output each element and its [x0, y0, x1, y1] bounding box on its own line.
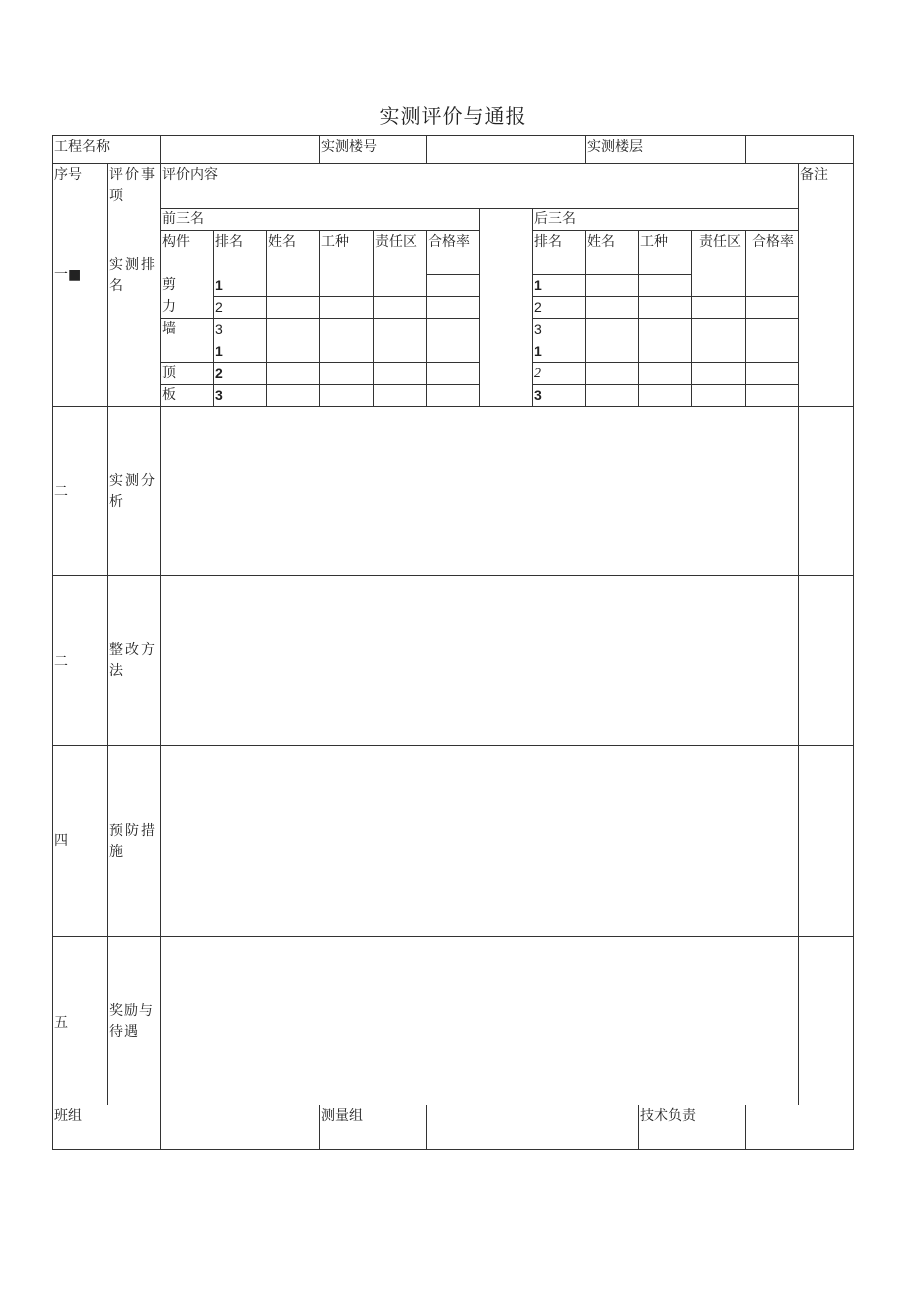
rank-cell: 2: [534, 366, 541, 381]
project-name-label: 工程名称: [54, 139, 110, 155]
rank-cell: 1: [215, 343, 223, 359]
col-pass-rate: 合格率: [428, 234, 470, 250]
rank-cell: 1: [534, 277, 542, 293]
rank-cell: 2: [215, 299, 223, 315]
section-3-seq: 二: [54, 654, 68, 670]
item-header: 评价事项: [109, 167, 157, 204]
col-zone: 责任区: [375, 234, 417, 250]
component-cell: 剪: [162, 277, 176, 293]
section-2-seq: 二: [54, 484, 68, 500]
col-zone: 责任区: [699, 234, 741, 250]
section-4-seq: 四: [54, 833, 68, 849]
col-component: 构件: [162, 234, 190, 250]
top-three-label: 前三名: [162, 211, 204, 227]
col-name: 姓名: [268, 234, 296, 250]
col-pass-rate: 合格率: [752, 234, 794, 250]
component-cell: 顶: [162, 365, 176, 381]
rank-cell: 2: [215, 365, 223, 381]
floor-label: 实测楼层: [587, 139, 643, 155]
col-trade: 工种: [321, 234, 349, 250]
section-5-item: 奖励与待遇: [109, 1003, 154, 1040]
bottom-three-label: 后三名: [534, 211, 576, 227]
team-label: 班组: [54, 1108, 82, 1124]
building-no-label: 实测楼号: [321, 139, 377, 155]
col-name: 姓名: [587, 234, 615, 250]
section-2-item: 实测分析: [109, 473, 157, 510]
content-header: 评价内容: [162, 167, 218, 183]
rank-cell: 1: [215, 277, 223, 293]
rank-cell: 3: [534, 321, 542, 337]
component-cell: 力: [162, 299, 176, 315]
rank-cell: 2: [534, 299, 542, 315]
remark-header: 备注: [800, 167, 828, 183]
col-trade: 工种: [640, 234, 668, 250]
section-4-item: 预防措施: [109, 823, 157, 860]
rank-cell: 3: [215, 387, 223, 403]
tech-label: 技术负责: [640, 1108, 696, 1124]
component-cell: 墙: [162, 321, 176, 337]
page-title: 实测评价与通报: [379, 104, 527, 128]
rank-cell: 3: [215, 321, 223, 337]
section-3-item: 整改方法: [109, 642, 157, 679]
component-cell: 板: [162, 387, 176, 403]
rank-cell: 1: [534, 343, 542, 359]
col-rank: 排名: [534, 234, 562, 250]
survey-label: 测量组: [321, 1108, 363, 1124]
seq-header: 序号: [54, 167, 82, 183]
rank-cell: 3: [534, 387, 542, 403]
col-rank: 排名: [215, 234, 243, 250]
section-5-seq: 五: [54, 1015, 68, 1031]
section-1-item: 实测排名: [109, 257, 157, 294]
section-1-seq: 一■: [54, 267, 82, 283]
